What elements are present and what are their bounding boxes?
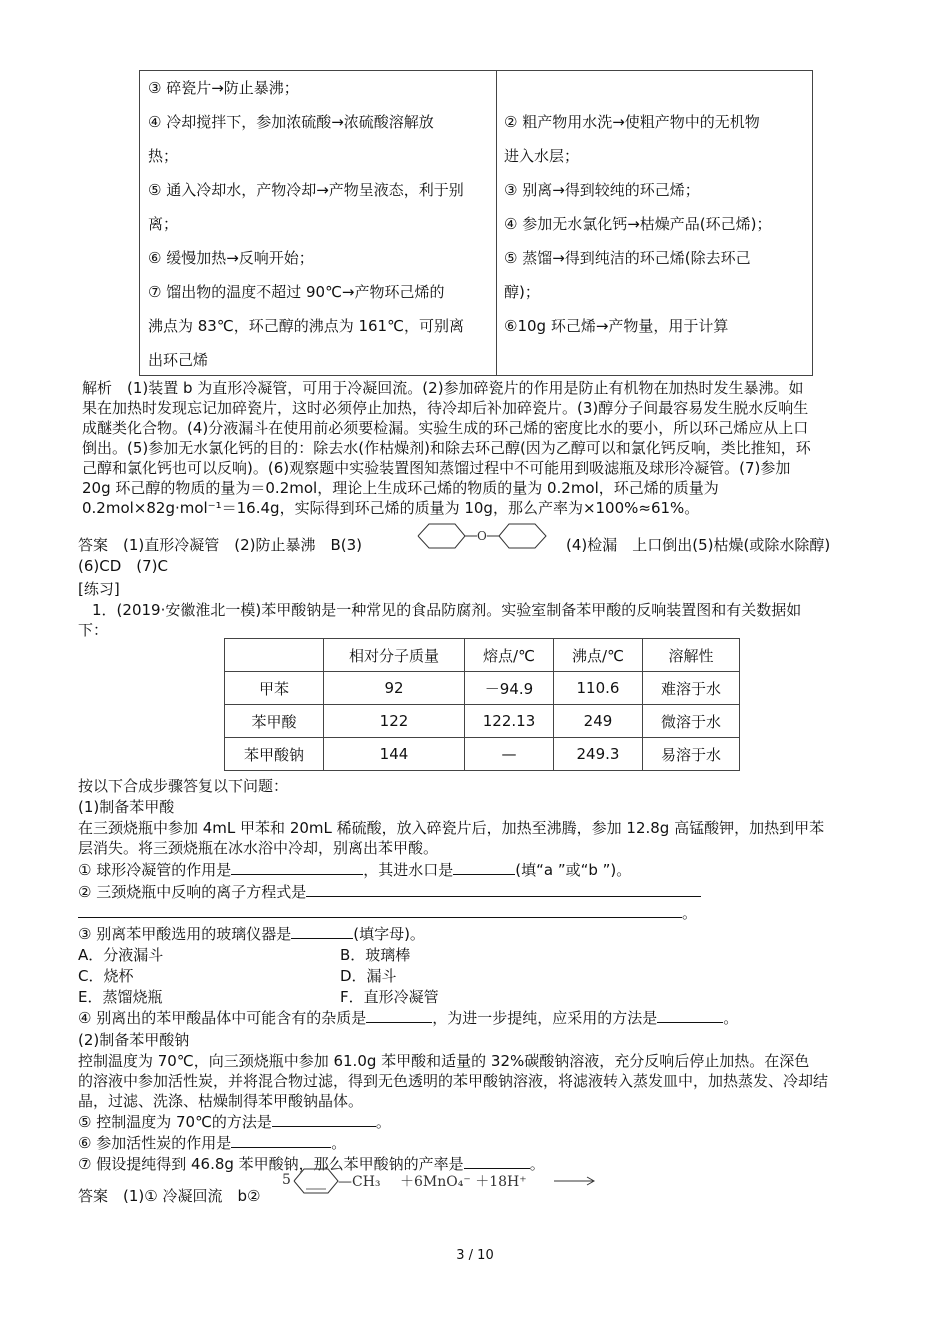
table-cell: 苯甲酸钠 (225, 738, 324, 771)
question-text: 。 (682, 904, 698, 922)
table-cell: 甲苯 (225, 672, 324, 705)
right-cell-line: ⑥10g 环己烯→产物量，用于计算 (504, 317, 729, 335)
methyl-group-label: —CH₃ (338, 1174, 381, 1190)
option-e: E．蒸馏烧瓶 (78, 988, 163, 1006)
answer-blank[interactable] (366, 1008, 432, 1023)
question-text: 。 (723, 1009, 739, 1027)
table-right-column (504, 105, 808, 343)
table-row (225, 705, 740, 738)
left-cell-line: ⑥ 缓慢加热→反响开始； (148, 249, 314, 267)
option-a: A．分液漏斗 (78, 946, 164, 964)
left-cell-line: ⑦ 馏出物的温度不超过 90℃→产物环己烯的 (148, 283, 445, 301)
right-cell-line: ⑤ 蒸馏→得到纯洁的环己烯(除去环己 (504, 249, 751, 267)
toluene-oxidation-equation (282, 1166, 602, 1208)
question-text: ④ 别离出的苯甲酸晶体中可能含有的杂质是 (78, 1009, 367, 1027)
part-1-text-cont: 层消失。将三颈烧瓶在冰水浴中冷却，别离出苯甲酸。 (78, 839, 439, 857)
left-cell-line: 离； (148, 215, 179, 233)
question-text: ② 三颈烧瓶中反响的离子方程式是 (78, 883, 307, 901)
answer-blank[interactable] (231, 1133, 331, 1148)
header-cell: 熔点/℃ (465, 639, 554, 672)
question-text: (填“a ”或“b ”)。 (515, 861, 632, 879)
part-2-text: 控制温度为 70℃，向三颈烧瓶中参加 61.0g 苯甲酸和适量的 32%碳酸钠溶液，充分反响后停止加热。在深色 (78, 1052, 810, 1070)
option-b: B．玻璃棒 (340, 946, 411, 964)
left-cell-line: 沸点为 83℃，环己醇的沸点为 161℃，可别离 (148, 317, 464, 335)
left-cell-line: ③ 碎瓷片→防止暴沸； (148, 79, 299, 97)
right-cell-line: 进入水层； (504, 147, 580, 165)
part-1-title: (1)制备苯甲酸 (78, 798, 175, 816)
table-left-column (148, 71, 490, 377)
right-cell-line: 醇)； (504, 283, 540, 301)
question-1-intro: 1．(2019·安徽淮北一模)苯甲酸钠是一种常见的食品防腐剂。实验室制备苯甲酸的反响装置图和有关数据如 (92, 601, 802, 619)
table-cell: 249.3 (554, 738, 643, 771)
answer-1-part-a: 答案 (1)直形冷凝管 (2)防止暴沸 B(3) (78, 536, 363, 554)
steps-table (139, 70, 813, 376)
header-cell: 相对分子质量 (324, 639, 465, 672)
table-cell: 122.13 (465, 705, 554, 738)
question-text: ⑤ 控制温度为 70℃的方法是 (78, 1113, 272, 1131)
question-text: ⑦ 假设提纯得到 46.8g 苯甲酸钠，那么苯甲酸钠的产率是 (78, 1155, 464, 1173)
answer-blank[interactable] (657, 1008, 723, 1023)
answer-blank[interactable] (78, 903, 682, 918)
left-cell-line: 热； (148, 147, 179, 165)
right-cell-line: ④ 参加无水氯化钙→枯燥产品(环己烯)； (504, 215, 772, 233)
answer-blank[interactable] (453, 860, 515, 875)
table-cell: 144 (324, 738, 465, 771)
header-cell: 溶解性 (643, 639, 740, 672)
right-cell-line: ③ 别离→得到较纯的环己烯； (504, 181, 700, 199)
question-text: 。 (529, 1155, 545, 1173)
part-2-title: (2)制备苯甲酸钠 (78, 1031, 190, 1049)
table-cell: －94.9 (465, 672, 554, 705)
question-step-1 (78, 860, 880, 880)
question-text: ⑥ 参加活性炭的作用是 (78, 1134, 232, 1152)
ether-oxygen-label: O (477, 529, 487, 543)
table-cell: 难溶于水 (643, 672, 740, 705)
question-text: 。 (375, 1113, 391, 1131)
table-cell: 110.6 (554, 672, 643, 705)
part-2-text-cont: 晶，过滤、洗涤、枯燥制得苯甲酸钠晶体。 (78, 1092, 364, 1110)
table-cell: 92 (324, 672, 465, 705)
question-1-intro-cont: 下： (78, 621, 109, 639)
analysis-line: 果在加热时发现忘记加碎瓷片，这时必须停止加热，待冷却后补加碎瓷片。(3)醇分子间最容易发生脱水反响生 (82, 399, 809, 417)
answer-blank[interactable] (231, 860, 363, 875)
analysis-line: 20g 环己醇的物质的量为＝0.2mol，理论上生成环己烯的物质的量为 0.2mol，环己烯的质量为 (82, 479, 719, 497)
analysis-line: 解析 (1)装置 b 为直形冷凝管，可用于冷凝回流。(2)参加碎瓷片的作用是防止有机物在加热时发生暴沸。如 (82, 379, 804, 397)
answer-1-part-b: (4)检漏 上口倒出(5)枯燥(或除水除醇) (566, 536, 831, 554)
practice-label: [练习] (78, 580, 120, 598)
part-2-text-cont: 的溶液中参加活性炭，并将混合物过滤，得到无色透明的苯甲酸钠溶液，将滤液转入蒸发皿中，加热蒸发、冷却结 (78, 1072, 829, 1090)
coefficient-label: 5 (282, 1172, 291, 1188)
properties-table (224, 638, 740, 771)
question-text: (填字母)。 (353, 925, 425, 943)
analysis-line: 己醇和氯化钙也可以反响)。(6)观察题中实验装置图知蒸馏过程中不可能用到吸滤瓶及球形冷凝管。(7)参加 (82, 459, 791, 477)
answer-2-line: 答案 (1)① 冷凝回流 b② (78, 1187, 261, 1205)
question-text: 。 (331, 1134, 347, 1152)
option-f: F．直形冷凝管 (340, 988, 439, 1006)
option-d: D．漏斗 (340, 967, 397, 985)
question-step-6 (78, 1133, 880, 1153)
table-cell: 易溶于水 (643, 738, 740, 771)
analysis-line: 倒出。(5)参加无水氯化钙的目的：除去水(作枯燥剂)和除去环己醇(因为乙醇可以和氯化钙反响，类比推知，环 (82, 439, 811, 457)
question-text: ③ 别离苯甲酸选用的玻璃仪器是 (78, 925, 292, 943)
question-text: ① 球形冷凝管的作用是 (78, 861, 232, 879)
header-cell: 沸点/℃ (554, 639, 643, 672)
answer-blank[interactable] (306, 882, 701, 897)
question-step-2-cont (78, 903, 880, 923)
page-number: 3 / 10 (456, 1248, 494, 1263)
table-divider (496, 71, 497, 375)
left-cell-line: ⑤ 通入冷却水，产物冷却→产物呈液态，利于别 (148, 181, 464, 199)
part-1-text: 在三颈烧瓶中参加 4mL 甲苯和 20mL 稀硫酸，放入碎瓷片后，加热至沸腾，参加 12.8g 高锰酸钾，加热到甲苯 (78, 819, 825, 837)
table-cell: 微溶于水 (643, 705, 740, 738)
analysis-line: 0.2mol×82g·mol⁻¹＝16.4g，实际得到环己烯的质量为 10g，那么产率为×100%≈61%。 (82, 499, 700, 517)
answer-blank[interactable] (291, 924, 353, 939)
question-step-2 (78, 882, 880, 902)
left-cell-line: ④ 冷却搅拌下，参加浓硫酸→浓硫酸溶解放 (148, 113, 434, 131)
question-step-4 (78, 1008, 880, 1028)
answer-1-line-2: (6)CD (7)C (78, 557, 168, 575)
analysis-paragraph (78, 378, 884, 518)
table-cell: 苯甲酸 (225, 705, 324, 738)
question-text: ，为进一步提纯，应采用的方法是 (432, 1009, 658, 1027)
header-cell (225, 639, 324, 672)
reagents-label: ＋6MnO₄⁻ ＋18H⁺ (400, 1174, 527, 1190)
question-step-3 (78, 924, 880, 944)
table-cell: — (465, 738, 554, 771)
question-text: ，其进水口是 (363, 861, 454, 879)
right-cell-line: ② 粗产物用水洗→使粗产物中的无机物 (504, 113, 760, 131)
answer-blank[interactable] (272, 1112, 376, 1127)
table-header-row (225, 639, 740, 672)
option-c: C．烧杯 (78, 967, 134, 985)
analysis-line: 成醚类化合物。(4)分液漏斗在使用前必须要检漏。实验生成的环己烯的密度比水的要小，所以环己烯应从上口 (82, 419, 809, 437)
steps-intro: 按以下合成步骤答复以下问题： (78, 777, 289, 795)
left-cell-line: 出环己烯 (148, 351, 209, 369)
table-cell: 249 (554, 705, 643, 738)
table-cell: 122 (324, 705, 465, 738)
table-row (225, 738, 740, 771)
table-row (225, 672, 740, 705)
dicyclohexyl-ether-structure (415, 522, 550, 550)
question-step-5 (78, 1112, 880, 1132)
